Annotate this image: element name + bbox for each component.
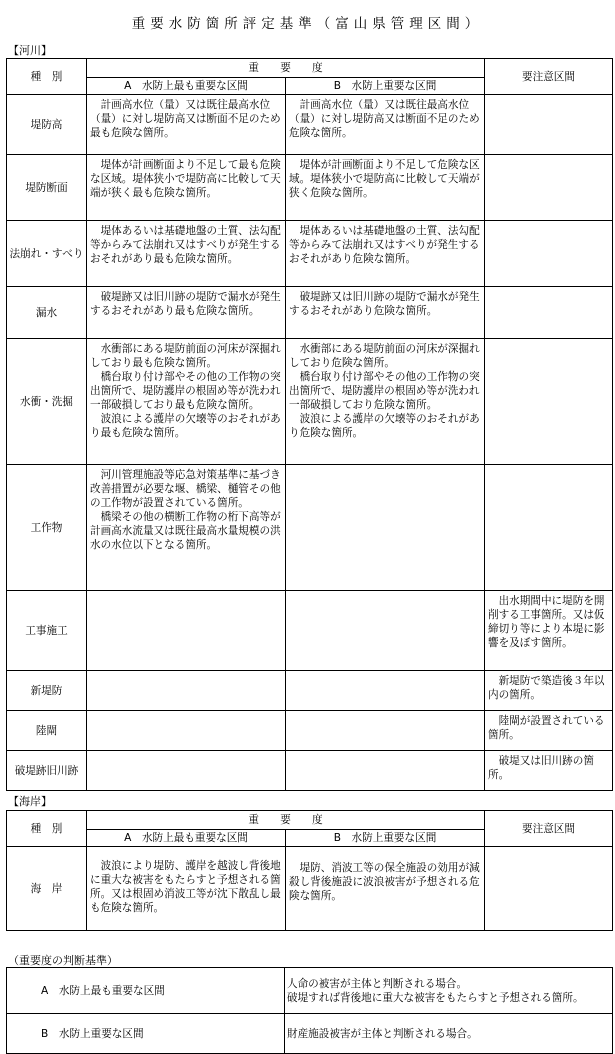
cell-text: 陸閘が設置されている箇所。 [488,715,605,741]
criteria-table [6,967,613,1054]
table-row [7,847,613,931]
row-name: 海 岸 [7,847,87,931]
cell-c [485,221,613,287]
row-name: 法崩れ・すべり [7,221,87,287]
criteria-text: 財産施設被害が主体と判断される場合。 [287,1027,478,1040]
cell-text: 破堤又は旧川跡の箇所。 [488,755,594,781]
row-name: 破堤跡旧川跡 [7,751,87,791]
header-caution: 要注意区間 [485,811,613,847]
table-row [7,155,613,221]
criteria-section-label: （重要度の判断基準） [8,954,118,967]
cell-text: 堤防、消波工等の保全施設の効用が減殺し背後施設に波浪被害が予想される危険な箇所。 [289,862,480,902]
header-col-b: B 水防上重要な区間 [286,830,485,847]
table-row [7,1014,613,1054]
table-row [7,751,613,791]
header-caution: 要注意区間 [485,59,613,95]
cell-c [485,591,613,671]
header-col-a: A 水防上最も重要な区間 [87,78,286,95]
table-row [7,591,613,671]
cell-text: 堤体が計画断面より不足して危険な区域。堤体狭小で堤防高に比較して天端が狭く危険な箇所。 [289,159,480,199]
cell-c [485,671,613,711]
cell-text: 新堤防で築造後３年以内の箇所。 [488,675,605,701]
cell-c [485,847,613,931]
row-name: 堤防高 [7,95,87,155]
cell-a [87,339,286,465]
cell-text: 波浪により堤防、護岸を越波し背後地に重大な被害をもたらすと予想される箇所。又は根固め消波工等が沈下散乱し最も危険な箇所。 [90,860,281,914]
cell-text: 出水期間中に堤防を開削する工事箇所。又は仮締切り等により本堤に影響を及ぼす箇所。 [488,595,605,649]
cell-a [87,155,286,221]
table-row [7,339,613,465]
header-importance: 重 要 度 [87,811,485,830]
cell-b [286,287,485,339]
page-title: 重要水防箇所評定基準（富山県管理区間） [131,16,484,32]
row-name: 漏水 [7,287,87,339]
cell-text: 水衝部にある堤防前面の河床が深掘れしており最も危険な箇所。 [90,343,281,369]
row-name: 工事施工 [7,591,87,671]
cell-a [87,751,286,791]
cell-text: 波浪による護岸の欠壊等のおそれがあり危険な箇所。 [289,413,480,439]
row-name: 工作物 [7,465,87,591]
row-name: 堤防断面 [7,155,87,221]
header-importance: 重 要 度 [87,59,485,78]
cell-b [286,847,485,931]
cell-text: 橋台取り付け部やその他の工作物の突出箇所で、堤防護岸の根固め等が洗われ一部破損しており危険な箇所。 [289,371,480,411]
cell-a [87,465,286,591]
header-col-b: B 水防上重要な区間 [286,78,485,95]
cell-text: 破堤跡又は旧川跡の堤防で漏水が発生するおそれがあり最も危険な箇所。 [90,291,281,317]
cell-text: 波浪による護岸の欠壊等のおそれがあり最も危険な箇所。 [90,413,281,439]
cell-b [286,465,485,591]
table-row [7,711,613,751]
cell-b [286,711,485,751]
header-category: 種 別 [7,59,87,95]
cell-a [87,287,286,339]
cell-b [286,751,485,791]
row-name: 新堤防 [7,671,87,711]
cell-text: 破堤跡又は旧川跡の堤防で漏水が発生するおそれがあり危険な箇所。 [289,291,480,317]
table-row [7,287,613,339]
table-row [7,671,613,711]
river-section-label: 【河川】 [8,44,52,57]
header-col-a: A 水防上最も重要な区間 [87,830,286,847]
cell-a [87,847,286,931]
criteria-label: A 水防上最も重要な区間 [7,968,285,1014]
cell-a [87,711,286,751]
cell-c [485,339,613,465]
river-table [6,58,613,791]
cell-text: 計画高水位（量）又は既往最高水位（量）に対し堤防高又は断面不足のため最も危険な箇所。 [90,99,281,139]
cell-a [87,95,286,155]
cell-b [286,591,485,671]
cell-text: 堤体が計画断面より不足して最も危険な区域。堤体狭小で堤防高に比較して天端が狭く最も危険な箇所。 [90,159,281,199]
row-name: 水衝・洗掘 [7,339,87,465]
cell-b [286,155,485,221]
cell-text: 堤体あるいは基礎地盤の土質、法勾配等からみて法崩れ又はすべりが発生するおそれがあり危険な箇所。 [289,225,480,265]
cell-b [286,221,485,287]
criteria-text: 人命の被害が主体と判断される場合。 [287,977,468,990]
table-row [7,95,613,155]
cell-b [286,339,485,465]
cell-text: 橋梁その他の横断工作物の桁下高等が計画高水流量又は既往最高水量規模の洪水の水位以下となる箇所。 [90,511,281,551]
cell-b [286,671,485,711]
cell-a [87,221,286,287]
coast-section-label: 【海岸】 [8,795,52,808]
cell-c [485,711,613,751]
cell-c [485,751,613,791]
criteria-text: 破堤すれば背後地に重大な被害をもたらすと予想される箇所。 [287,991,584,1004]
criteria-desc [285,1014,613,1054]
header-category: 種 別 [7,811,87,847]
cell-a [87,591,286,671]
cell-text: 計画高水位（量）又は既往最高水位（量）に対し堤防高又は断面不足のため危険な箇所。 [289,99,480,139]
cell-c [485,155,613,221]
cell-c [485,95,613,155]
cell-c [485,465,613,591]
coast-table [6,810,613,931]
cell-text: 堤体あるいは基礎地盤の土質、法勾配等からみて法崩れ又はすべりが発生するおそれがあり最も危険な箇所。 [90,225,281,265]
cell-a [87,671,286,711]
cell-text: 水衝部にある堤防前面の河床が深掘れしており危険な箇所。 [289,343,480,369]
cell-b [286,95,485,155]
table-row [7,221,613,287]
row-name: 陸閘 [7,711,87,751]
table-row [7,968,613,1014]
criteria-label: B 水防上重要な区間 [7,1014,285,1054]
cell-text: 河川管理施設等応急対策基準に基づき改善措置が必要な堰、橋梁、樋管その他の工作物が設置されている箇所。 [90,469,281,509]
table-row [7,465,613,591]
cell-text: 橋台取り付け部やその他の工作物の突出箇所で、堤防護岸の根固め等が洗われ一部破損しており最も危険な箇所。 [90,371,281,411]
criteria-desc [285,968,613,1014]
cell-c [485,287,613,339]
